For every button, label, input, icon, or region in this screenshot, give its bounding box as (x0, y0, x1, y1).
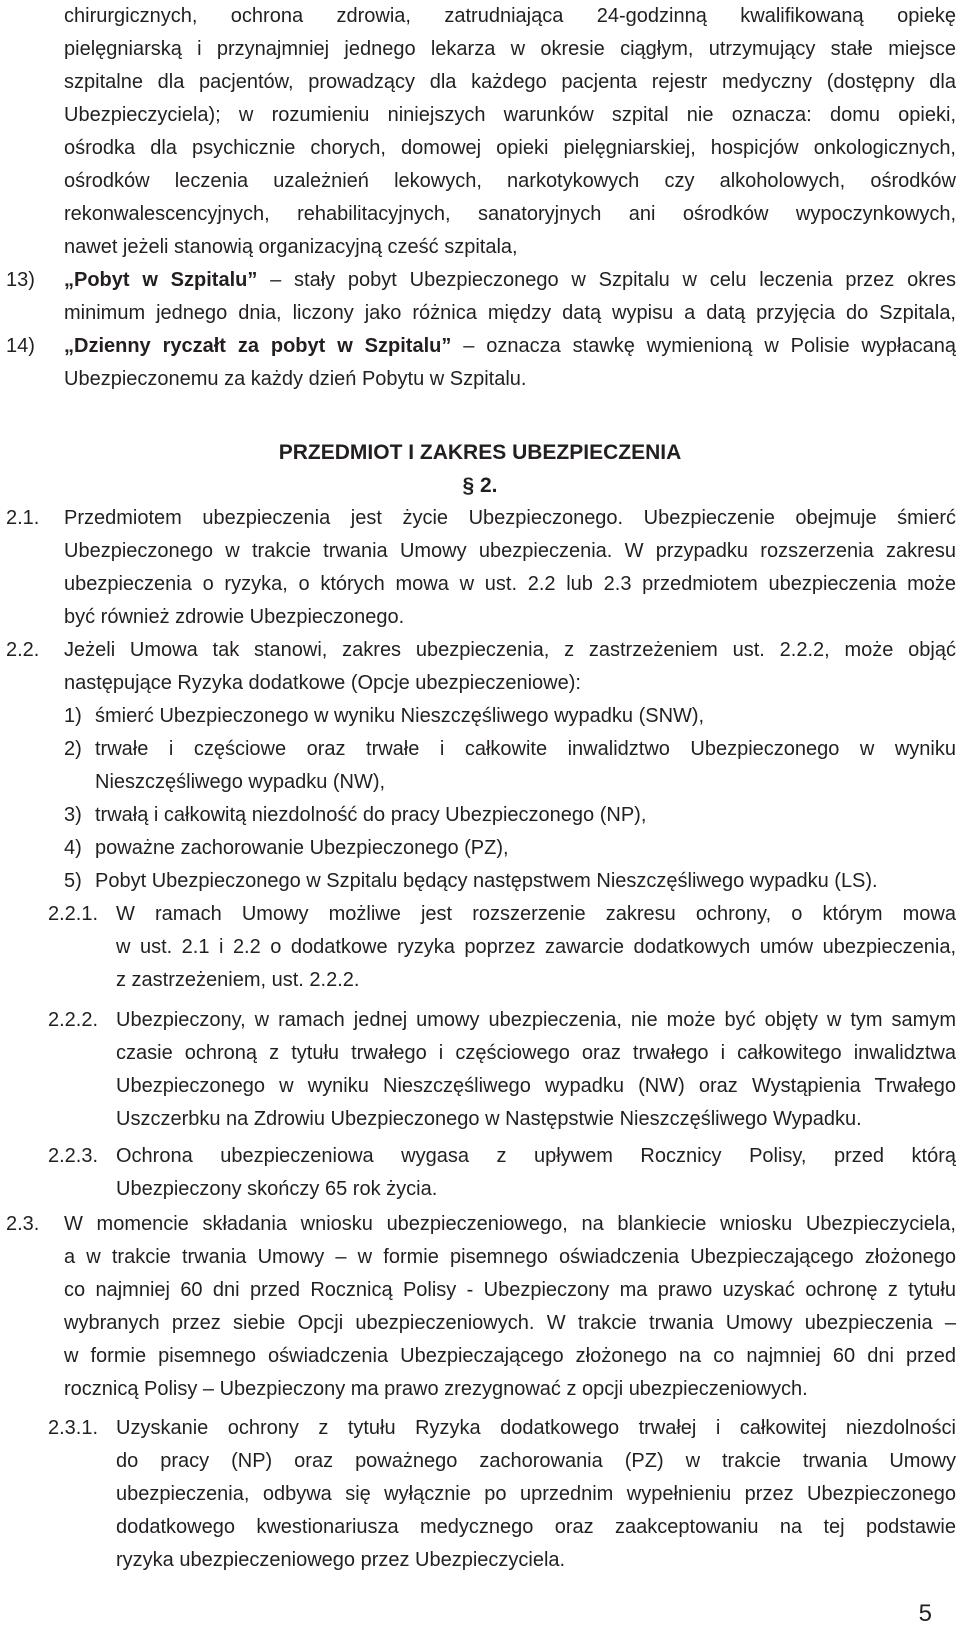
text-line: a w trakcie trwania Umowy – w formie pisemnego oświadczenia Ubezpieczającego złożonego (64, 1246, 956, 1268)
list-item-number: 2) (64, 738, 82, 760)
list-item-text: Nieszczęśliwego wypadku (NW), (95, 771, 386, 793)
text-line: Ubezpieczonego w wyniku Nieszczęśliwego wypadku (NW) oraz Wystąpienia Trwałego (116, 1075, 956, 1097)
definition-line (64, 264, 956, 297)
text-line: ośrodków leczenia uzależnień lekowych, narkotykowych czy alkoholowych, ośrodków (64, 170, 956, 192)
text-line: do pracy (NP) oraz poważnego zachorowania (PZ) w trakcie trwania Umowy (116, 1450, 956, 1472)
section-number: § 2. (462, 474, 498, 497)
text-line: ryzyka ubezpieczeniowego przez Ubezpieczyciela. (116, 1549, 566, 1571)
paragraph-number: 2.2.1. (48, 903, 99, 925)
text-line: następujące Ryzyka dodatkowe (Opcje ubezpieczeniowe): (64, 672, 581, 694)
text-line: szpitalne dla pacjentów, prowadzący dla każdego pacjenta rejestr medyczny (dostępny dla (64, 71, 956, 93)
text-line: Uzyskanie ochrony z tytułu Ryzyka dodatkowego trwałej i całkowitej niezdolności (116, 1417, 956, 1439)
paragraph-number: 2.3. (6, 1213, 40, 1235)
text-line: Ubezpieczony, w ramach jednej umowy ubezpieczenia, nie może być objęty w tym samym (116, 1009, 956, 1031)
text-line: Ubezpieczyciela); w rozumieniu niniejszych warunków szpital nie oznacza: domu opieki, (64, 104, 956, 126)
text-line: Ubezpieczonego w trakcie trwania Umowy ubezpieczenia. W przypadku rozszerzenia zakresu (64, 540, 956, 562)
text-line: wybranych przez siebie Opcji ubezpieczeniowych. W trakcie trwania Umowy ubezpieczenia – (64, 1312, 956, 1334)
text-line: ubezpieczenia o ryzyka, o których mowa w ust. 2.2 lub 2.3 przedmiotem ubezpieczenia może (64, 573, 956, 595)
text-line: być również zdrowie Ubezpieczonego. (64, 606, 405, 628)
definition-line: minimum jednego dnia, liczony jako różnica między datą wypisu a datą przyjęcia do Szpitala, (64, 302, 956, 324)
definition-line: Ubezpieczonemu za każdy dzień Pobytu w Szpitalu. (64, 368, 527, 390)
list-item-number: 5) (64, 870, 82, 892)
text-line: Ochrona ubezpieczeniowa wygasa z upływem Rocznicy Polisy, przed którą (116, 1145, 956, 1167)
text-line: chirurgicznych, ochrona zdrowia, zatrudniająca 24-godzinną kwalifikowaną opiekę (64, 5, 956, 27)
definition-text: – stały pobyt Ubezpieczonego w Szpitalu w celu leczenia przez okres (257, 269, 956, 291)
definition-number: 13) (6, 269, 35, 291)
text-line: co najmniej 60 dni przed Rocznicą Polisy - Ubezpieczony ma prawo uzyskać ochronę z tytułu (64, 1279, 956, 1301)
text-line: Ubezpieczony skończy 65 rok życia. (116, 1178, 438, 1200)
paragraph-number: 2.3.1. (48, 1417, 99, 1439)
list-item-number: 1) (64, 705, 82, 727)
section-title: PRZEDMIOT I ZAKRES UBEZPIECZENIA (278, 441, 682, 464)
paragraph-number: 2.1. (6, 507, 40, 529)
list-item-text: trwałą i całkowitą niezdolność do pracy Ubezpieczonego (NP), (95, 804, 647, 826)
list-item-number: 4) (64, 837, 82, 859)
text-line: ośrodka dla psychicznie chorych, domowej opieki pielęgniarskiej, hospicjów onkologicznych, (64, 137, 956, 159)
definition-term: „Pobyt w Szpitalu” (64, 269, 258, 291)
text-line: Uszczerbku na Zdrowiu Ubezpieczonego w Następstwie Nieszczęśliwego Wypadku. (116, 1108, 862, 1130)
text-line: w formie pisemnego oświadczenia Ubezpieczającego złożonego na co najmniej 60 dni przed (64, 1345, 956, 1367)
text-line: ubezpieczenia, odbywa się wyłącznie po uprzednim wypełnieniu przez Ubezpieczonego (116, 1483, 956, 1505)
text-line: Przedmiotem ubezpieczenia jest życie Ubezpieczonego. Ubezpieczenie obejmuje śmierć (64, 507, 956, 529)
paragraph-number: 2.2. (6, 639, 40, 661)
text-line: pielęgniarską i przynajmniej jednego lekarza w okresie ciągłym, utrzymujący stałe miejsce (64, 38, 956, 60)
text-line: dodatkowego kwestionariusza medycznego oraz zaakceptowaniu na tej podstawie (116, 1516, 956, 1538)
page-number: 5 (918, 1600, 932, 1627)
text-line: z zastrzeżeniem, ust. 2.2.2. (116, 969, 360, 991)
text-line: nawet jeżeli stanowią organizacyjną cześć szpitala, (64, 236, 518, 258)
definition-term: „Dzienny ryczałt za pobyt w Szpitalu” (64, 335, 452, 357)
text-line: czasie ochroną z tytułu trwałego i częściowego oraz trwałego i całkowitego inwalidztwa (116, 1042, 956, 1064)
list-item-text: poważne zachorowanie Ubezpieczonego (PZ), (95, 837, 509, 859)
text-line: w ust. 2.1 i 2.2 o dodatkowe ryzyka poprzez zawarcie dodatkowych umów ubezpieczenia, (116, 936, 956, 958)
text-line: Jeżeli Umowa tak stanowi, zakres ubezpieczenia, z zastrzeżeniem ust. 2.2.2, może objąć (64, 639, 956, 661)
list-item-text: Pobyt Ubezpieczonego w Szpitalu będący następstwem Nieszczęśliwego wypadku (LS). (95, 870, 878, 892)
definition-number: 14) (6, 335, 35, 357)
paragraph-number: 2.2.2. (48, 1009, 99, 1031)
text-line: rekonwalescencyjnych, rehabilitacyjnych, sanatoryjnych ani ośrodków wypoczynkowych, (64, 203, 956, 225)
paragraph-number: 2.2.3. (48, 1145, 99, 1167)
definition-line (64, 330, 956, 363)
list-item-text: śmierć Ubezpieczonego w wyniku Nieszczęśliwego wypadku (SNW), (95, 705, 705, 727)
text-line: rocznicą Polisy – Ubezpieczony ma prawo zrezygnować z opcji ubezpieczeniowych. (64, 1378, 808, 1400)
text-line: W ramach Umowy możliwe jest rozszerzenie zakresu ochrony, o którym mowa (116, 903, 956, 925)
definition-text: – oznacza stawkę wymienioną w Polisie wypłacaną (451, 335, 956, 357)
list-item-number: 3) (64, 804, 82, 826)
text-line: W momencie składania wniosku ubezpieczeniowego, na blankiecie wniosku Ubezpieczyciela, (64, 1213, 956, 1235)
list-item-text: trwałe i częściowe oraz trwałe i całkowite inwalidztwo Ubezpieczonego w wyniku (95, 738, 956, 760)
